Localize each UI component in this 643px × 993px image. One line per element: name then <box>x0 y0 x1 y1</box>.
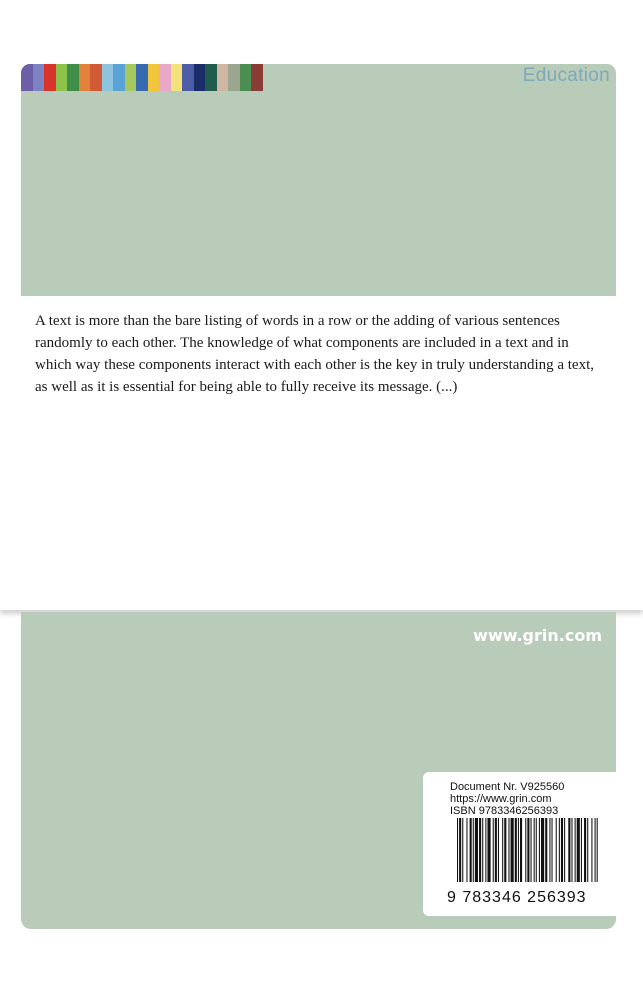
color-stripe <box>240 64 252 91</box>
barcode-bar <box>475 818 478 882</box>
barcode-bar <box>564 818 565 882</box>
barcode-bar <box>536 818 537 882</box>
barcode-bar <box>482 818 483 882</box>
color-stripe <box>125 64 137 91</box>
barcode-box <box>423 772 616 916</box>
barcode-bar <box>577 818 580 882</box>
barcode-bar <box>504 818 506 882</box>
barcode-bar <box>495 818 497 882</box>
barcode-bar <box>457 818 458 882</box>
barcode-bar <box>584 818 586 882</box>
barcode-bar <box>487 818 490 882</box>
color-stripe <box>251 64 263 91</box>
color-stripe <box>90 64 102 91</box>
barcode-bar <box>534 818 535 882</box>
barcode-bar <box>541 818 544 882</box>
barcode-bar <box>575 818 576 882</box>
color-stripe <box>56 64 68 91</box>
barcode-bar <box>595 818 596 882</box>
barcode-bar <box>525 818 526 882</box>
barcode-bar <box>597 818 598 882</box>
color-stripe <box>148 64 160 91</box>
color-stripe <box>136 64 148 91</box>
isbn-line: ISBN 9783346256393 <box>450 805 559 817</box>
barcode-bar <box>511 818 514 882</box>
barcode-bar <box>479 818 481 882</box>
color-stripe <box>205 64 217 91</box>
color-stripe <box>21 64 33 91</box>
barcode-bar <box>545 818 547 882</box>
document-url: https://www.grin.com <box>450 793 552 805</box>
barcode-bar <box>531 818 532 882</box>
barcode-bar <box>508 818 509 882</box>
cover-top-panel <box>21 64 616 296</box>
blurb-panel <box>0 296 643 610</box>
color-stripe <box>113 64 125 91</box>
color-stripe-bar <box>21 64 263 91</box>
blurb-text: A text is more than the bare listing of words in a row or the adding of various sentences randomly to each other. The knowledge of what components are included in a text and in which way these components interact with each other is the key in truly understanding a text, as well as it is essential for being able to fully receive its message. (...) <box>35 313 595 395</box>
barcode-bar <box>515 818 517 882</box>
barcode-bar <box>556 818 557 882</box>
barcode-bar <box>559 818 560 882</box>
color-stripe <box>171 64 183 91</box>
color-stripe <box>44 64 56 91</box>
color-stripe <box>182 64 194 91</box>
color-stripe <box>228 64 240 91</box>
document-number: Document Nr. V925560 <box>450 781 565 793</box>
barcode-bar <box>502 818 503 882</box>
barcode-bar <box>493 818 494 882</box>
barcode-bars <box>457 818 599 882</box>
barcode-bar <box>485 818 486 882</box>
barcode-bar <box>587 818 588 882</box>
barcode-bar <box>527 818 529 882</box>
barcode-bar <box>561 818 563 882</box>
barcode-bar <box>568 818 570 882</box>
barcode-bar <box>571 818 572 882</box>
barcode-digits: 9 783346 256393 <box>447 889 587 906</box>
barcode-bar <box>498 818 499 882</box>
barcode-bar <box>552 818 553 882</box>
barcode-bar <box>591 818 592 882</box>
barcode-bar <box>466 818 467 882</box>
website-label: www.grin.com <box>473 626 602 645</box>
barcode-bar <box>539 818 540 882</box>
barcode-bar <box>549 818 550 882</box>
color-stripe <box>159 64 171 91</box>
barcode-bar <box>462 818 463 882</box>
barcode-bar <box>473 818 474 882</box>
color-stripe <box>217 64 229 91</box>
color-stripe <box>194 64 206 91</box>
color-stripe <box>67 64 79 91</box>
color-stripe <box>102 64 114 91</box>
category-label: Education <box>522 65 610 86</box>
color-stripe <box>79 64 91 91</box>
color-stripe <box>33 64 45 91</box>
barcode-bar <box>581 818 582 882</box>
barcode-bar <box>518 818 519 882</box>
barcode-bar <box>520 818 522 882</box>
barcode-bar <box>470 818 472 882</box>
barcode-bar <box>459 818 461 882</box>
